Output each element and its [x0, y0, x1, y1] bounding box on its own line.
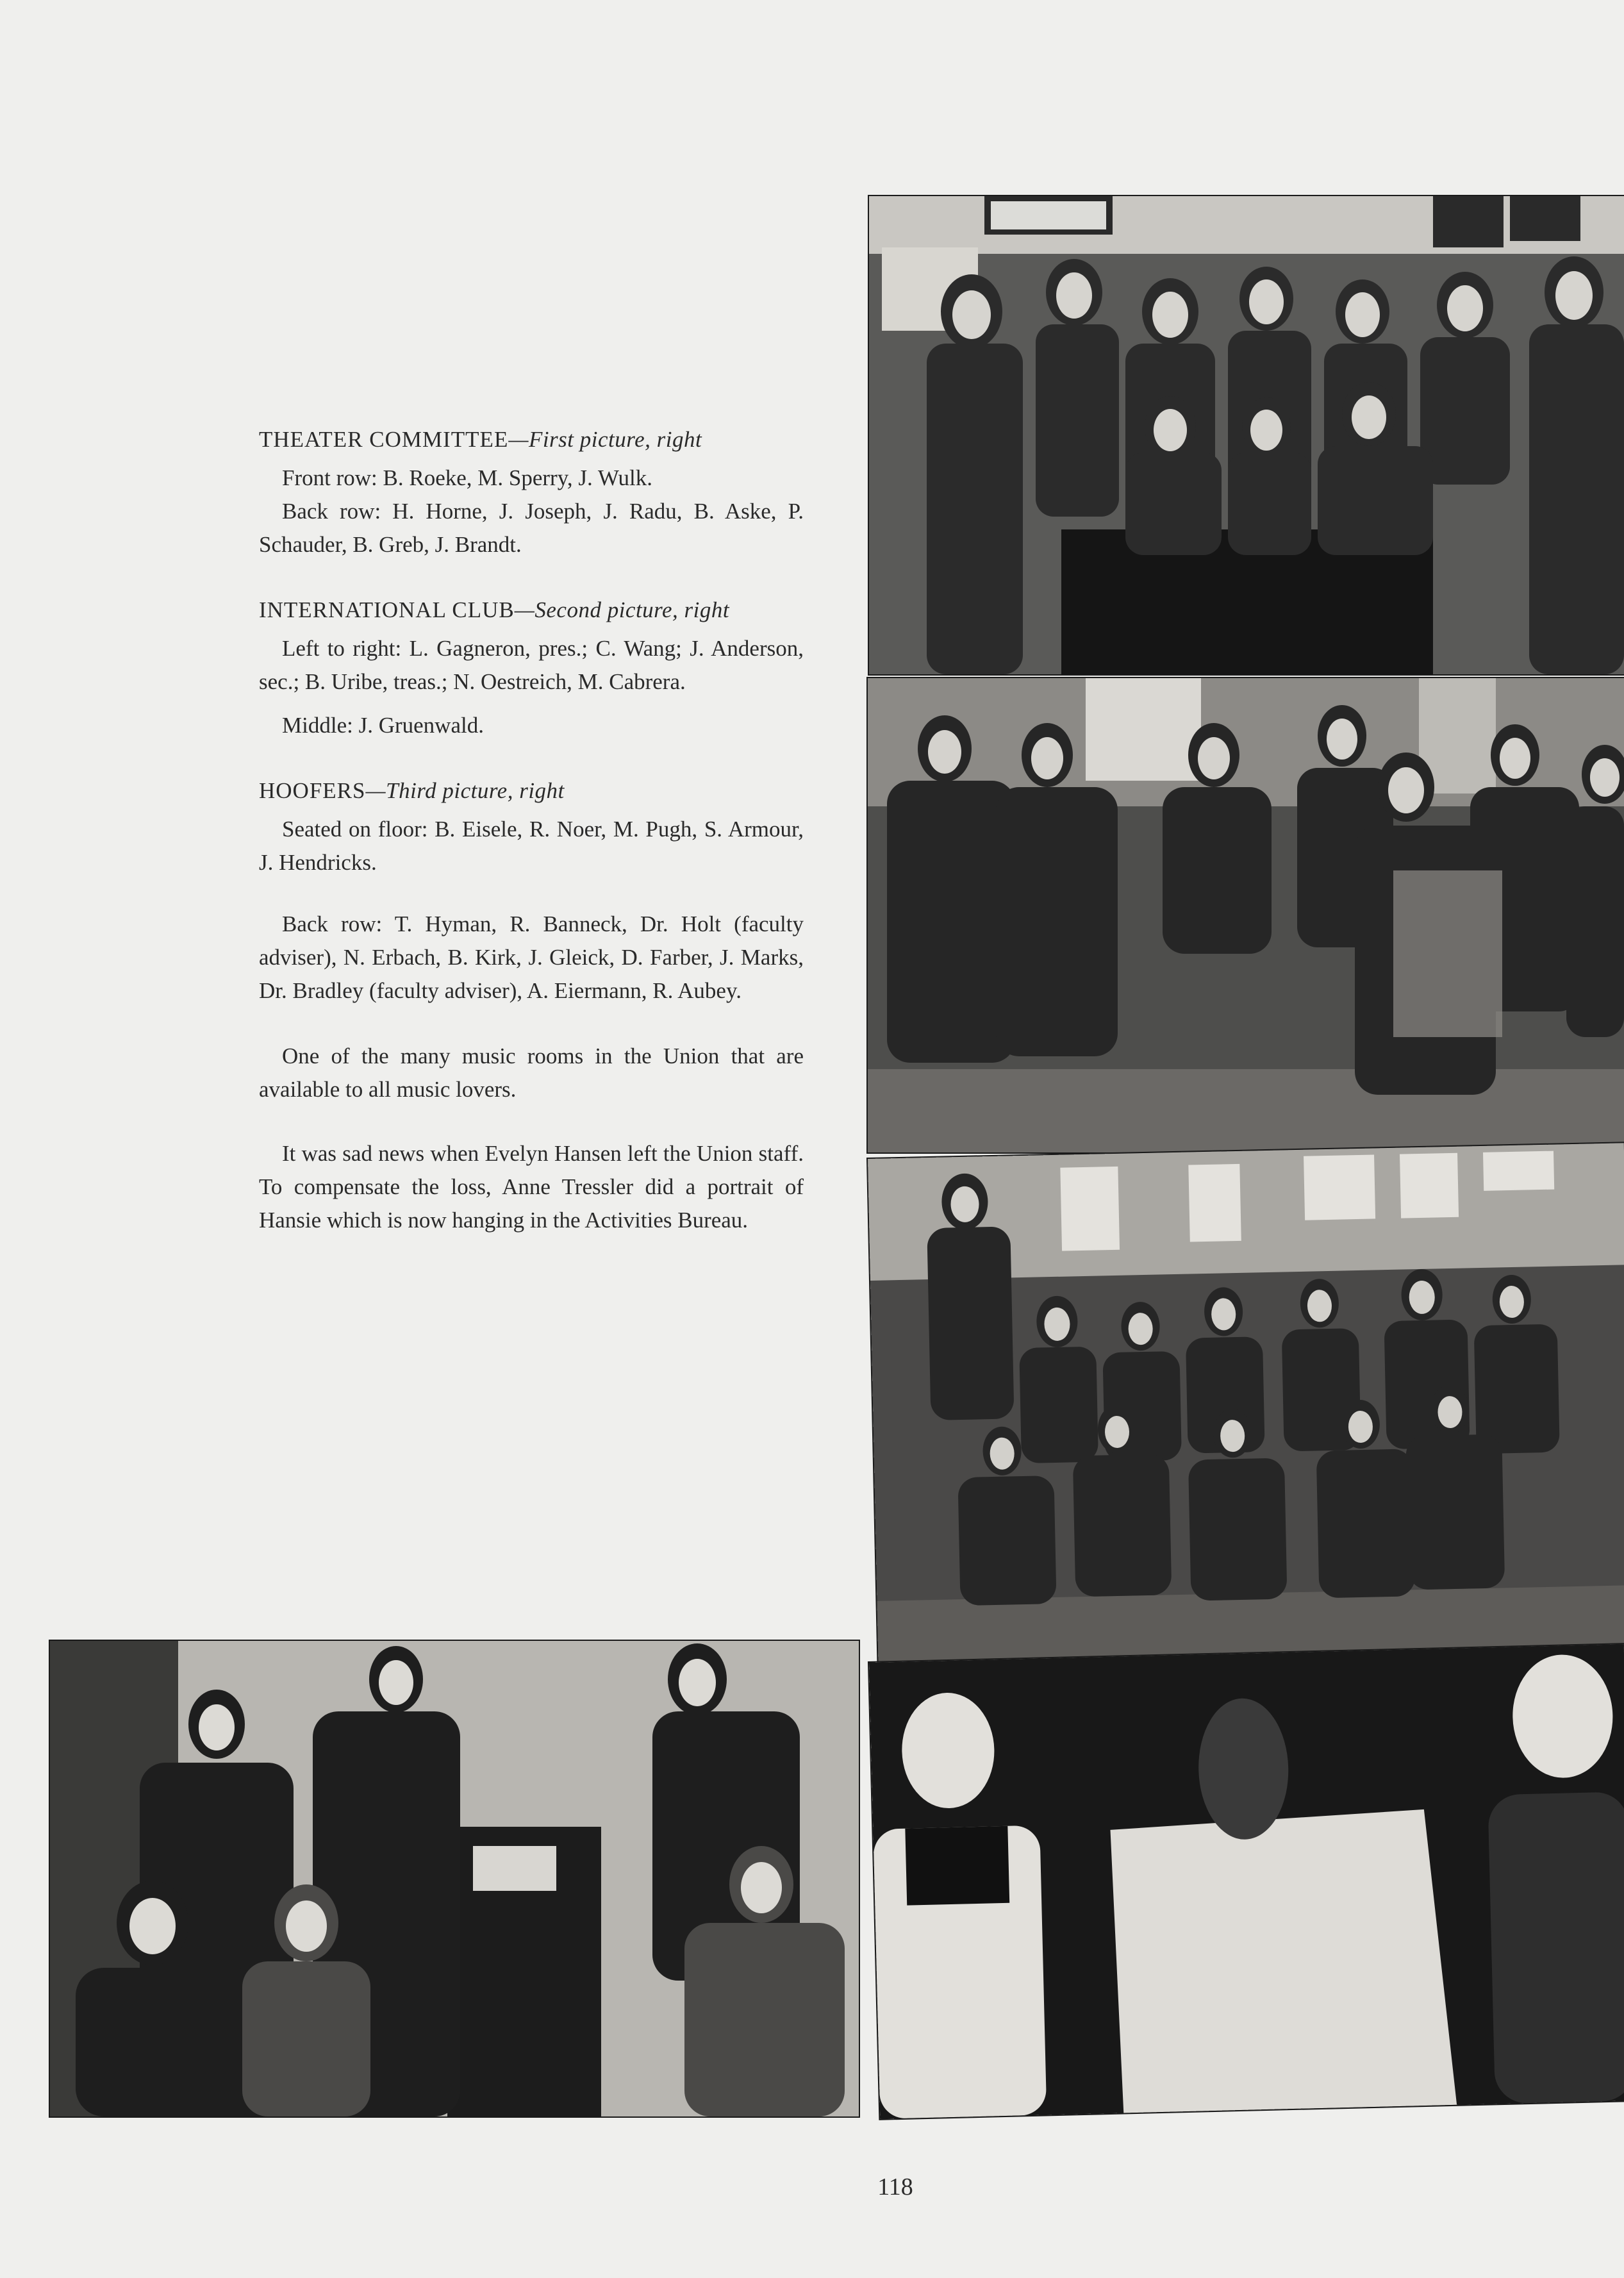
caption-paragraph: Back row: H. Horne, J. Joseph, J. Radu, B. Aske, P. Schauder, B. Greb, J. Brandt.	[259, 499, 804, 557]
section-heading	[259, 423, 804, 456]
portrait-caption: It was sad news when Evelyn Hansen left the Union staff. To compensate the loss, Anne Tressler did a portrait of Hansie which is now hanging in the Activities Bureau.	[259, 1141, 804, 1233]
hansie-portrait-photo	[869, 1644, 1624, 2119]
section-heading	[259, 774, 804, 808]
caption-paragraph: Middle: J. Gruenwald.	[282, 713, 484, 738]
caption-paragraph: Front row: B. Roeke, M. Sperry, J. Wulk.	[282, 465, 653, 490]
heading-title: THEATER COMMITTEE	[259, 427, 509, 452]
hoofers-photo	[868, 1143, 1624, 1665]
section-hoofers	[259, 774, 804, 1008]
heading-subtitle: —Second picture, right	[514, 597, 730, 622]
section-theater-committee	[259, 423, 804, 561]
music-room-caption: One of the many music rooms in the Union that are available to all music lovers.	[259, 1043, 804, 1102]
heading-subtitle: —Third picture, right	[365, 778, 565, 803]
caption-paragraph: Back row: T. Hyman, R. Banneck, Dr. Holt (faculty adviser), N. Erbach, B. Kirk, J. Gleick, D. Farber, J. Marks, Dr. Bradley (faculty adviser), A. Eiermann, R. Aubey.	[259, 911, 804, 1003]
section-international-club	[259, 594, 804, 742]
music-room-photo	[50, 1641, 859, 2116]
heading-title: INTERNATIONAL CLUB	[259, 597, 515, 622]
caption-paragraph: Left to right: L. Gagneron, pres.; C. Wang; J. Anderson, sec.; B. Uribe, treas.; N. Oestreich, M. Cabrera.	[259, 636, 804, 694]
page-number: 118	[877, 2174, 913, 2200]
caption-paragraph: Seated on floor: B. Eisele, R. Noer, M. Pugh, S. Armour, J. Hendricks.	[259, 817, 804, 875]
section-heading	[259, 594, 804, 627]
heading-title: HOOFERS	[259, 778, 366, 803]
caption-column	[259, 423, 804, 1268]
heading-subtitle: —First picture, right	[508, 427, 702, 452]
international-club-photo	[868, 678, 1624, 1152]
theater-committee-photo	[869, 196, 1624, 674]
